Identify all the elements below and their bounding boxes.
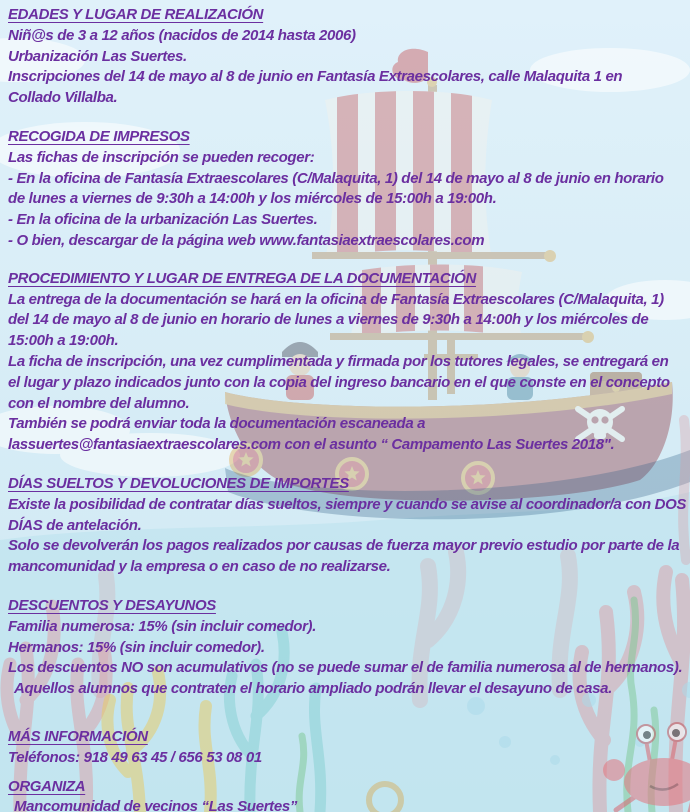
section-procedimiento xyxy=(8,269,690,456)
text-line: Los descuentos NO son acumulativos (no se puede sumar el de familia numerosa al de hermanos). xyxy=(8,659,683,677)
text-line: Familia numerosa: 15% (sin incluir comedor). xyxy=(8,617,317,635)
text-line: Mancomunidad de vecinos “Las Suertes” xyxy=(14,798,297,812)
section-edades xyxy=(8,5,690,109)
section-heading: ORGANIZA xyxy=(8,777,86,795)
section-recogida xyxy=(8,127,690,252)
section-organiza xyxy=(8,777,690,812)
section-heading: DESCUENTOS Y DESAYUNOS xyxy=(8,596,216,614)
section-dias-sueltos xyxy=(8,474,690,578)
text-line: el lugar y plazo indicados junto con la copia del ingreso bancario en el que conste en el concepto xyxy=(8,373,670,391)
text-line: Las fichas de inscripción se pueden recoger: xyxy=(8,148,315,166)
section-heading: EDADES Y LUGAR DE REALIZACIÓN xyxy=(8,6,264,23)
text-line: Aquellos alumnos que contraten el horario ampliado podrán llevar el desayuno de casa. xyxy=(14,680,612,698)
text-line: - En la oficina de Fantasía Extraescolares (C/Malaquita, 1) del 14 de mayo al 8 de junio en horario xyxy=(8,169,664,187)
section-heading: PROCEDIMIENTO Y LUGAR DE ENTREGA DE LA DOCUMENTACIÓN xyxy=(8,269,476,287)
text-line: del 14 de mayo al 8 de junio en horario de lunes a viernes de 9:30h a 14:00h y los miércoles de xyxy=(8,311,649,329)
text-line: con el nombre del alumno. xyxy=(8,394,190,412)
text-line: mancomunidad y la empresa o en caso de no realizarse. xyxy=(8,558,391,576)
text-line: 15:00h a 19:00h. xyxy=(8,332,119,350)
section-heading: MÁS INFORMACIÓN xyxy=(8,727,148,745)
section-heading: DÍAS SUELTOS Y DEVOLUCIONES DE IMPORTES xyxy=(8,474,349,492)
text-line: Hermanos: 15% (sin incluir comedor). xyxy=(8,638,265,656)
text-line: Solo se devolverán los pagos realizados por causas de fuerza mayor previo estudio por parte de la xyxy=(8,537,680,555)
section-mas-informacion xyxy=(8,727,690,769)
text-line: lassuertes@fantasiaextraescolares.com con el asunto “ Campamento Las Suertes 2018". xyxy=(8,436,615,454)
text-line: Existe la posibilidad de contratar días sueltos, siempre y cuando se avise al coordinador/a con DOS xyxy=(8,495,687,513)
section-heading: RECOGIDA DE IMPRESOS xyxy=(8,127,190,145)
text-line: La ficha de inscripción, una vez cumplimentada y firmada por los tutores legales, se entregará en xyxy=(8,352,669,370)
text-line: Urbanización Las Suertes. xyxy=(8,47,187,65)
text-line: Collado Villalba. xyxy=(8,89,118,107)
text-line: Teléfonos: 918 49 63 45 / 656 53 08 01 xyxy=(8,748,262,766)
text-line: La entrega de la documentación se hará en la oficina de Fantasía Extraescolares (C/Malaquita, 1) xyxy=(8,290,664,308)
text-line: Inscripciones del 14 de mayo al 8 de junio en Fantasía Extraescolares, calle Malaquita 1 en xyxy=(8,68,623,86)
text-line: - O bien, descargar de la página web www.fantasiaextraescolares.com xyxy=(8,231,485,249)
text-line: - En la oficina de la urbanización Las Suertes. xyxy=(8,211,318,229)
text-line: También se podrá enviar toda la documentación escaneada a xyxy=(8,415,426,433)
section-descuentos xyxy=(8,596,690,700)
text-line: DÍAS de antelación. xyxy=(8,516,142,534)
text-line: de lunes a viernes de 9:30h a 14:00h y los miércoles de 15:00h a 19:00h. xyxy=(8,190,497,208)
text-line: Niñ@s de 3 a 12 años (nacidos de 2014 hasta 2006) xyxy=(8,26,356,44)
